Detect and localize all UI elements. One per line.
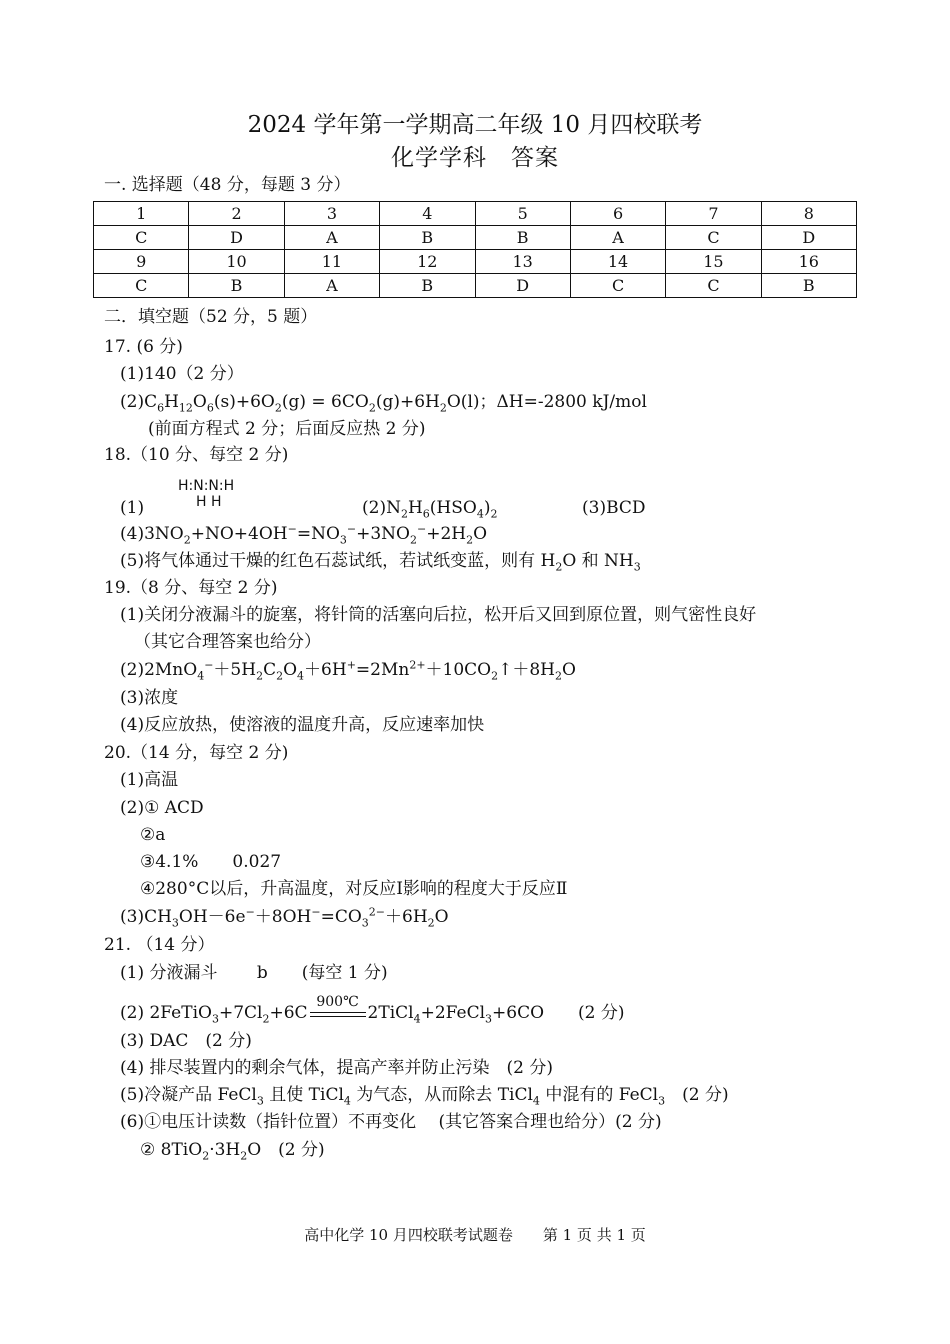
table-cell: 9 bbox=[94, 250, 189, 274]
table-cell: 12 bbox=[380, 250, 475, 274]
q17-heading: 17. (6 分) bbox=[104, 337, 183, 357]
table-cell: 14 bbox=[570, 250, 665, 274]
reaction-condition-arrow bbox=[308, 993, 368, 1023]
table-cell: 10 bbox=[189, 250, 284, 274]
lewis-bottom-row: H H bbox=[196, 494, 222, 510]
exam-subtitle: 化学学科 答案 bbox=[391, 145, 559, 171]
table-cell: C bbox=[666, 226, 761, 250]
reaction-condition: 900℃ bbox=[316, 993, 359, 1010]
q17-answer-2: $(2)C_6H_{12}O_6(s)+6O_2(g) = 6CO_2(g)+6H_2O(l)$；ΔH=-2800 kJ/mol bbox=[120, 392, 647, 415]
table-cell: 4 bbox=[380, 202, 475, 226]
q20-answer-2d: ④280°C以后，升高温度，对反应Ⅰ影响的程度大于反应Ⅱ bbox=[140, 879, 568, 899]
table-cell: 15 bbox=[666, 250, 761, 274]
table-row bbox=[94, 274, 857, 298]
table-cell: C bbox=[666, 274, 761, 298]
q18-heading: 18.（10 分、每空 2 分) bbox=[104, 445, 289, 465]
q21-answer-6b: ② $8TiO_2\cdot 3H_2O$ (2 分) bbox=[140, 1140, 325, 1163]
table-cell: D bbox=[761, 226, 856, 250]
table-cell: C bbox=[570, 274, 665, 298]
q19-answer-2: $(2)2MnO_4^-+5H_2C_2O_4+6H^+=2Mn^{2+}+10CO_2↑+8H_2O$ bbox=[120, 658, 576, 683]
table-cell: 16 bbox=[761, 250, 856, 274]
q18-answer-3: (3)BCD bbox=[582, 498, 646, 518]
hydrazine-lewis-structure bbox=[178, 478, 234, 510]
table-cell: 6 bbox=[570, 202, 665, 226]
q19-answer-4: (4)反应放热，使溶液的温度升高，反应速率加快 bbox=[120, 715, 485, 735]
q19-heading: 19.（8 分、每空 2 分) bbox=[104, 578, 278, 598]
q18-answer-1: (1) bbox=[120, 498, 145, 518]
choice-answer-table bbox=[93, 201, 857, 298]
table-cell: D bbox=[189, 226, 284, 250]
table-cell: 13 bbox=[475, 250, 570, 274]
table-cell: B bbox=[380, 226, 475, 250]
table-cell: A bbox=[284, 226, 379, 250]
table-cell: 2 bbox=[189, 202, 284, 226]
lewis-top-row: H:N:N:H bbox=[178, 478, 235, 494]
q20-answer-2b: ②a bbox=[140, 825, 166, 845]
page-footer: 高中化学 10 月四校联考试题卷 第 1 页 共 1 页 bbox=[304, 1226, 646, 1244]
q20-answer-2c: ③4.1% 0.027 bbox=[140, 852, 282, 872]
q21-answer-1: (1) 分液漏斗 b (每空 1 分) bbox=[120, 963, 388, 983]
section-fill-heading: 二．填空题（52 分，5 题） bbox=[104, 307, 318, 327]
q19-answer-1-note: （其它合理答案也给分） bbox=[134, 632, 321, 652]
q19-answer-1: (1)关闭分液漏斗的旋塞，将针筒的活塞向后拉，松开后又回到原位置，则气密性良好 bbox=[120, 605, 757, 625]
table-cell: D bbox=[475, 274, 570, 298]
table-cell: 1 bbox=[94, 202, 189, 226]
q21-heading: 21. （14 分） bbox=[104, 935, 215, 955]
table-cell: A bbox=[570, 226, 665, 250]
q21-answer-6b-score: (2 分) bbox=[261, 1140, 325, 1160]
table-cell: 7 bbox=[666, 202, 761, 226]
q21-answer-4: (4) 排尽装置内的剩余气体，提高产率并防止污染 (2 分) bbox=[120, 1058, 553, 1078]
table-cell: 8 bbox=[761, 202, 856, 226]
table-row bbox=[94, 226, 857, 250]
q17-answer-1: (1)140（2 分） bbox=[120, 364, 244, 384]
table-cell: 11 bbox=[284, 250, 379, 274]
q21-answer-6: (6)①电压计读数（指针位置）不再变化 (其它答案合理也给分）(2 分) bbox=[120, 1112, 662, 1132]
exam-title: 2024 学年第一学期高二年级 10 月四校联考 bbox=[247, 112, 703, 138]
section-choice-heading: 一. 选择题（48 分，每题 3 分） bbox=[104, 175, 351, 195]
q21-answer-3: (3) DAC (2 分) bbox=[120, 1031, 252, 1051]
table-row bbox=[94, 202, 857, 226]
q18-answer-2: $(2)N_2H_6(HSO_4)_2$ bbox=[362, 498, 498, 521]
table-cell: A bbox=[284, 274, 379, 298]
table-cell: B bbox=[189, 274, 284, 298]
table-row bbox=[94, 250, 857, 274]
q18-answer-4: $(4)3NO_2+NO+4OH^-=NO_3^-+3NO_2^-+2H_2O$ bbox=[120, 522, 488, 547]
q21-answer-5: (5)冷凝产品 FeCl$_3$ 且使 TiCl$_4$ 为气态，从而除去 TiCl$_4$ 中混有的 FeCl$_3$ (2 分) bbox=[120, 1085, 729, 1108]
q21-answer-2: (2) $2FeTiO_3+7Cl_2+6C$ 900℃ 2TiCl$_4$+2FeCl$_3$+6CO (2 分) bbox=[120, 1002, 625, 1024]
table-cell: B bbox=[761, 274, 856, 298]
q20-answer-2: (2)① ACD bbox=[120, 798, 204, 818]
table-cell: B bbox=[475, 226, 570, 250]
q20-answer-3: $(3)CH_3OH-6e^-+8OH^-=CO_3^{2-}+6H_2O$ bbox=[120, 905, 449, 930]
table-cell: B bbox=[380, 274, 475, 298]
table-cell: 3 bbox=[284, 202, 379, 226]
table-cell: C bbox=[94, 274, 189, 298]
q18-answer-5: (5)将气体通过干燥的红色石蕊试纸，若试纸变蓝，则有 $H_2O$ 和 $NH_3$ bbox=[120, 551, 641, 574]
q19-answer-3: (3)浓度 bbox=[120, 688, 179, 708]
q20-answer-1: (1)高温 bbox=[120, 770, 179, 790]
q17-note: (前面方程式 2 分；后面反应热 2 分) bbox=[148, 419, 426, 439]
table-cell: C bbox=[94, 226, 189, 250]
table-cell: 5 bbox=[475, 202, 570, 226]
q20-heading: 20.（14 分，每空 2 分) bbox=[104, 743, 289, 763]
